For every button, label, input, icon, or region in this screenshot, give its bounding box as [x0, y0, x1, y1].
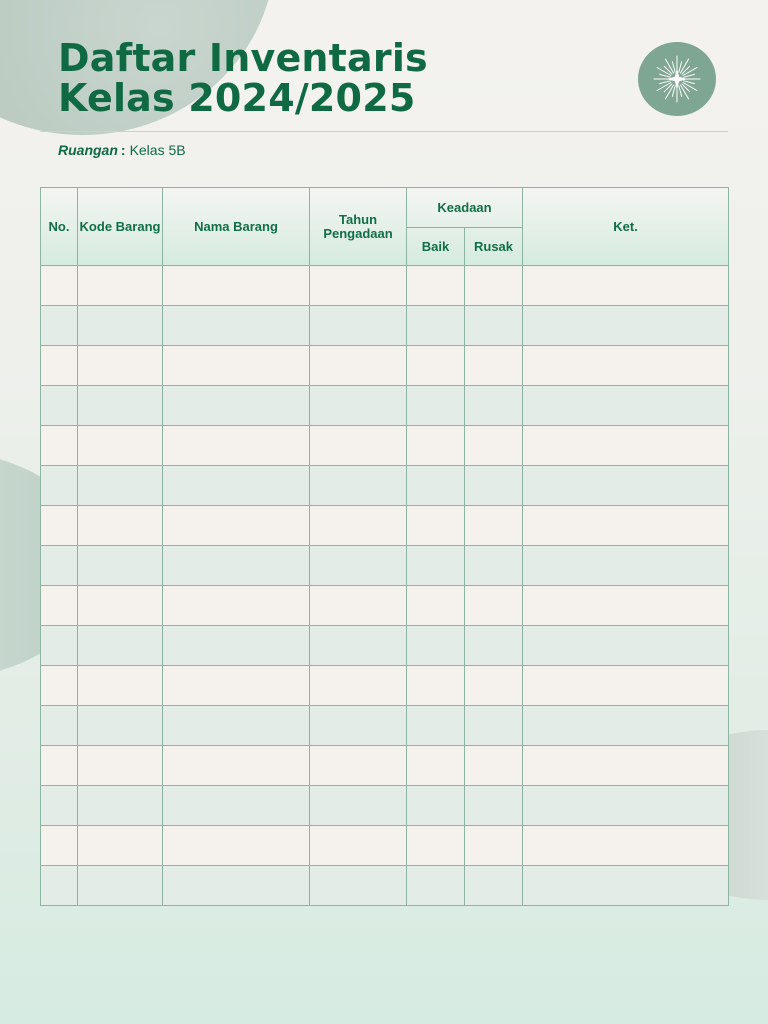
cell-rusak[interactable] [465, 346, 523, 386]
header-no: No. [41, 188, 78, 266]
header-divider [40, 131, 728, 132]
cell-no[interactable] [41, 426, 78, 466]
cell-baik[interactable] [407, 866, 465, 906]
title-line-1: Daftar Inventaris [58, 36, 428, 80]
cell-ket[interactable] [523, 866, 729, 906]
cell-no[interactable] [41, 266, 78, 306]
cell-baik[interactable] [407, 666, 465, 706]
cell-no[interactable] [41, 306, 78, 346]
cell-ket[interactable] [523, 386, 729, 426]
cell-nama-barang[interactable] [163, 386, 310, 426]
cell-nama-barang[interactable] [163, 306, 310, 346]
inventory-table [40, 187, 729, 906]
cell-tahun-pengadaan[interactable] [310, 306, 407, 346]
cell-baik[interactable] [407, 786, 465, 826]
table-body [41, 266, 729, 906]
cell-nama-barang[interactable] [163, 626, 310, 666]
sparkle-badge [638, 42, 716, 116]
cell-nama-barang[interactable] [163, 346, 310, 386]
cell-baik[interactable] [407, 826, 465, 866]
cell-nama-barang[interactable] [163, 826, 310, 866]
header-rusak: Rusak [465, 228, 523, 266]
page-title [58, 38, 428, 118]
cell-tahun-pengadaan[interactable] [310, 626, 407, 666]
cell-nama-barang[interactable] [163, 786, 310, 826]
cell-tahun-pengadaan[interactable] [310, 506, 407, 546]
cell-tahun-pengadaan[interactable] [310, 706, 407, 746]
table-row [41, 666, 729, 706]
cell-rusak[interactable] [465, 666, 523, 706]
room-colon: : [120, 142, 126, 158]
table-row [41, 826, 729, 866]
cell-tahun-pengadaan[interactable] [310, 826, 407, 866]
room-value: Kelas 5B [129, 142, 186, 158]
cell-kode-barang[interactable] [78, 346, 163, 386]
cell-tahun-pengadaan[interactable] [310, 266, 407, 306]
cell-tahun-pengadaan[interactable] [310, 546, 407, 586]
cell-kode-barang[interactable] [78, 626, 163, 666]
cell-rusak[interactable] [465, 746, 523, 786]
cell-tahun-pengadaan[interactable] [310, 786, 407, 826]
cell-rusak[interactable] [465, 626, 523, 666]
cell-no[interactable] [41, 546, 78, 586]
cell-baik[interactable] [407, 746, 465, 786]
cell-baik[interactable] [407, 266, 465, 306]
header-kode-barang: Kode Barang [78, 188, 163, 266]
table-row [41, 306, 729, 346]
cell-nama-barang[interactable] [163, 586, 310, 626]
cell-no[interactable] [41, 866, 78, 906]
table-row [41, 866, 729, 906]
cell-baik[interactable] [407, 306, 465, 346]
cell-ket[interactable] [523, 266, 729, 306]
cell-baik[interactable] [407, 386, 465, 426]
table-row [41, 586, 729, 626]
cell-kode-barang[interactable] [78, 666, 163, 706]
cell-rusak[interactable] [465, 426, 523, 466]
table-row [41, 266, 729, 306]
room-label: Ruangan [58, 142, 118, 158]
cell-rusak[interactable] [465, 586, 523, 626]
cell-no[interactable] [41, 666, 78, 706]
cell-rusak[interactable] [465, 786, 523, 826]
cell-tahun-pengadaan[interactable] [310, 666, 407, 706]
header-nama-barang: Nama Barang [163, 188, 310, 266]
cell-nama-barang[interactable] [163, 426, 310, 466]
cell-rusak[interactable] [465, 386, 523, 426]
cell-ket[interactable] [523, 346, 729, 386]
cell-ket[interactable] [523, 786, 729, 826]
cell-nama-barang[interactable] [163, 506, 310, 546]
table-row [41, 386, 729, 426]
cell-no[interactable] [41, 506, 78, 546]
cell-rusak[interactable] [465, 706, 523, 746]
header-keadaan: Keadaan [407, 188, 523, 228]
cell-rusak[interactable] [465, 466, 523, 506]
cell-baik[interactable] [407, 586, 465, 626]
cell-tahun-pengadaan[interactable] [310, 346, 407, 386]
cell-baik[interactable] [407, 466, 465, 506]
cell-kode-barang[interactable] [78, 706, 163, 746]
table-row [41, 426, 729, 466]
cell-nama-barang[interactable] [163, 746, 310, 786]
cell-ket[interactable] [523, 506, 729, 546]
cell-kode-barang[interactable] [78, 586, 163, 626]
table-header [41, 188, 729, 266]
cell-kode-barang[interactable] [78, 386, 163, 426]
cell-tahun-pengadaan[interactable] [310, 426, 407, 466]
cell-baik[interactable] [407, 346, 465, 386]
header-baik: Baik [407, 228, 465, 266]
table-row [41, 346, 729, 386]
table-row [41, 706, 729, 746]
cell-no[interactable] [41, 786, 78, 826]
cell-no[interactable] [41, 346, 78, 386]
cell-kode-barang[interactable] [78, 266, 163, 306]
cell-ket[interactable] [523, 306, 729, 346]
cell-baik[interactable] [407, 706, 465, 746]
cell-ket[interactable] [523, 586, 729, 626]
room-info [58, 142, 186, 158]
cell-ket[interactable] [523, 626, 729, 666]
cell-kode-barang[interactable] [78, 866, 163, 906]
table-row [41, 746, 729, 786]
table-row [41, 626, 729, 666]
cell-no[interactable] [41, 626, 78, 666]
cell-no[interactable] [41, 586, 78, 626]
cell-ket[interactable] [523, 706, 729, 746]
cell-kode-barang[interactable] [78, 786, 163, 826]
cell-kode-barang[interactable] [78, 426, 163, 466]
cell-ket[interactable] [523, 546, 729, 586]
cell-kode-barang[interactable] [78, 546, 163, 586]
cell-tahun-pengadaan[interactable] [310, 466, 407, 506]
cell-tahun-pengadaan[interactable] [310, 866, 407, 906]
cell-nama-barang[interactable] [163, 666, 310, 706]
table-row [41, 466, 729, 506]
cell-tahun-pengadaan[interactable] [310, 386, 407, 426]
cell-nama-barang[interactable] [163, 866, 310, 906]
cell-rusak[interactable] [465, 506, 523, 546]
cell-kode-barang[interactable] [78, 466, 163, 506]
cell-rusak[interactable] [465, 866, 523, 906]
cell-no[interactable] [41, 826, 78, 866]
cell-nama-barang[interactable] [163, 546, 310, 586]
table-row [41, 546, 729, 586]
cell-baik[interactable] [407, 426, 465, 466]
cell-kode-barang[interactable] [78, 826, 163, 866]
cell-kode-barang[interactable] [78, 746, 163, 786]
cell-no[interactable] [41, 706, 78, 746]
cell-ket[interactable] [523, 426, 729, 466]
cell-baik[interactable] [407, 546, 465, 586]
cell-rusak[interactable] [465, 306, 523, 346]
cell-no[interactable] [41, 746, 78, 786]
cell-nama-barang[interactable] [163, 706, 310, 746]
cell-ket[interactable] [523, 746, 729, 786]
table-row [41, 786, 729, 826]
cell-ket[interactable] [523, 466, 729, 506]
cell-rusak[interactable] [465, 266, 523, 306]
cell-ket[interactable] [523, 826, 729, 866]
cell-tahun-pengadaan[interactable] [310, 586, 407, 626]
cell-nama-barang[interactable] [163, 466, 310, 506]
header-ket: Ket. [523, 188, 729, 266]
sparkle-icon [651, 53, 703, 105]
cell-ket[interactable] [523, 666, 729, 706]
title-line-2: Kelas 2024/2025 [58, 76, 416, 120]
cell-kode-barang[interactable] [78, 306, 163, 346]
cell-nama-barang[interactable] [163, 266, 310, 306]
cell-baik[interactable] [407, 506, 465, 546]
table-row [41, 506, 729, 546]
header-tahun-pengadaan: Tahun Pengadaan [310, 188, 407, 266]
cell-rusak[interactable] [465, 826, 523, 866]
cell-kode-barang[interactable] [78, 506, 163, 546]
cell-baik[interactable] [407, 626, 465, 666]
cell-rusak[interactable] [465, 546, 523, 586]
cell-no[interactable] [41, 466, 78, 506]
cell-no[interactable] [41, 386, 78, 426]
cell-tahun-pengadaan[interactable] [310, 746, 407, 786]
